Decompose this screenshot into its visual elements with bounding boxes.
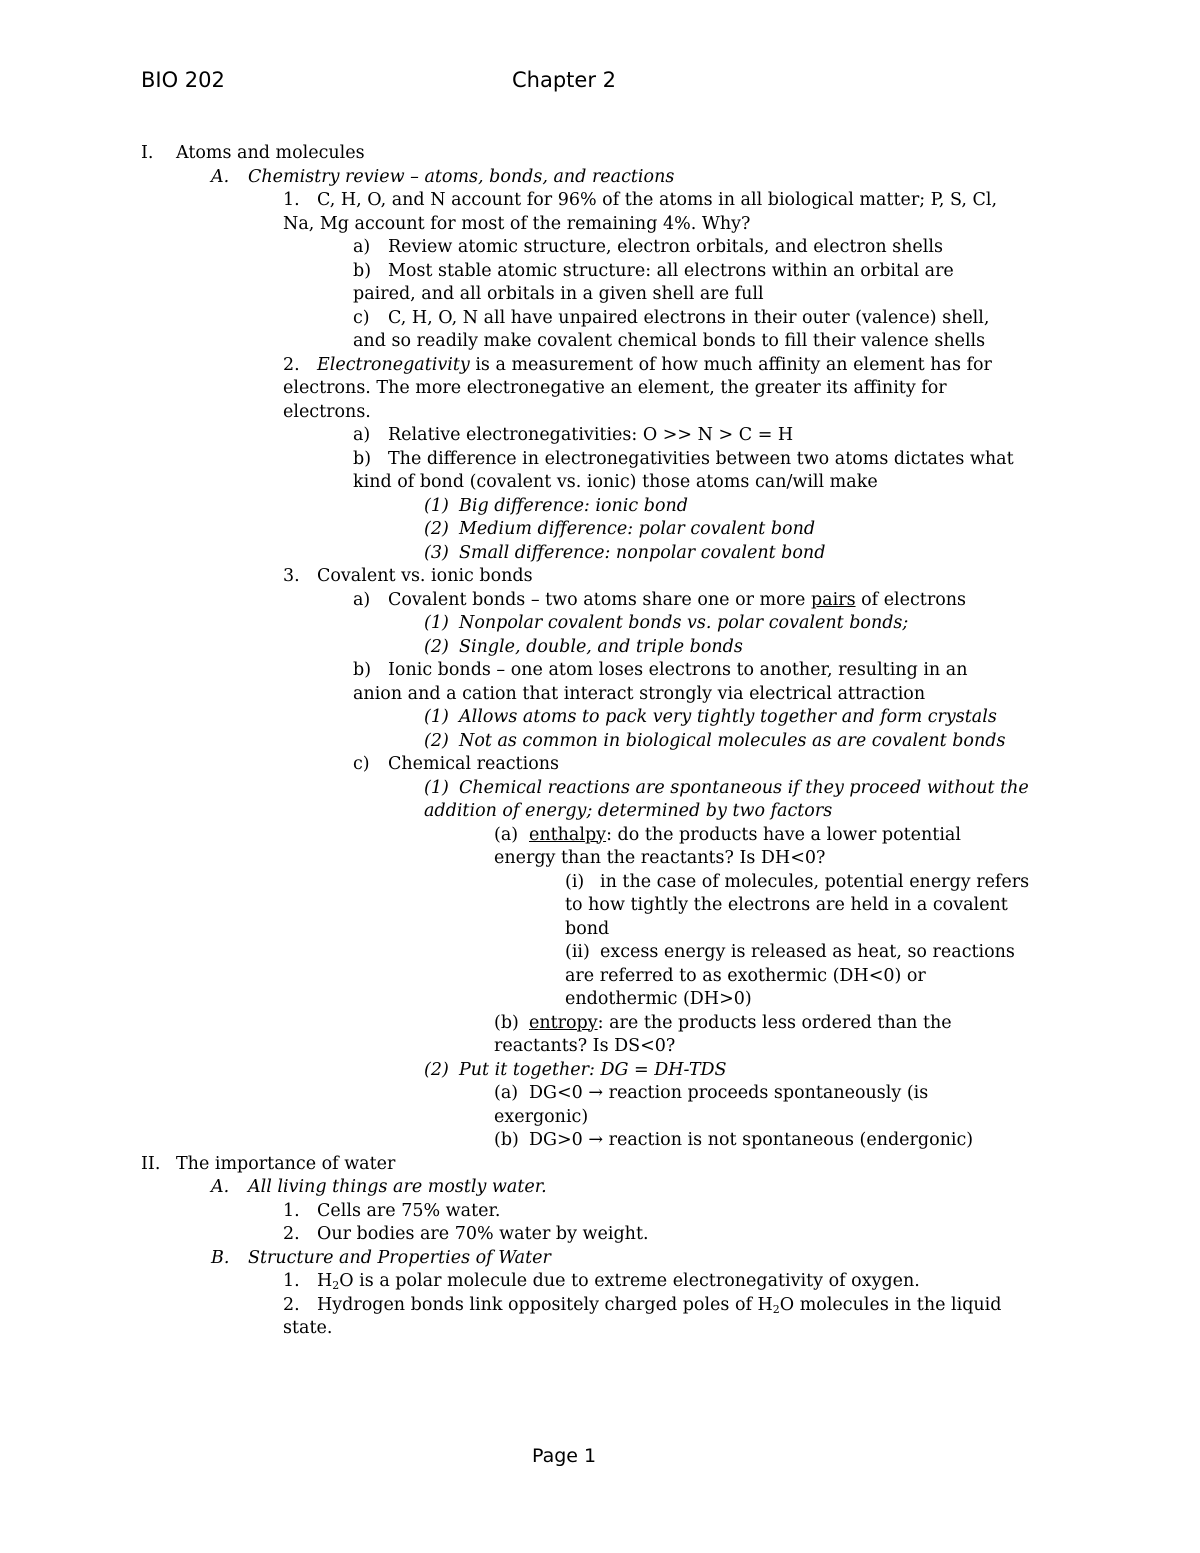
text-part: : do the products have a lower potential	[606, 824, 961, 845]
outline-text: The difference in electronegativities between two atoms dictates what	[388, 448, 1014, 469]
text-part: H	[317, 1271, 333, 1291]
outline-marker: (2)	[424, 519, 449, 539]
outline-marker: c)	[353, 754, 370, 774]
outline-marker: (ii)	[565, 942, 590, 962]
outline-line	[0, 870, 1200, 894]
outline-line	[0, 329, 1200, 353]
outline-marker: (b)	[494, 1012, 519, 1033]
outline-text: Na, Mg account for most of the remaining 4%. Why?	[283, 213, 751, 234]
outline-text: Chemistry review – atoms, bonds, and reactions	[248, 166, 675, 187]
outline-text: Most stable atomic structure: all electrons within an orbital are	[388, 260, 954, 281]
outline-text: in the case of molecules, potential energy refers	[600, 871, 1030, 892]
outline-text: Single, double, and triple bonds	[459, 636, 743, 657]
header-course: BIO 202	[141, 68, 225, 92]
outline-line	[0, 165, 1200, 189]
outline-marker: II.	[141, 1153, 161, 1174]
outline-text: DG<0 → reaction proceeds spontaneously (is	[529, 1083, 929, 1103]
outline-text: Ionic bonds – one atom loses electrons to another, resulting in an	[388, 660, 968, 680]
outline-text: C, H, O, and N account for 96% of the atoms in all biological matter; P, S, Cl,	[317, 190, 998, 210]
outline-line	[0, 447, 1200, 471]
text-part: O molecules in the liquid	[779, 1294, 1002, 1315]
outline-text: electrons.	[283, 401, 371, 422]
term-underlined: enthalpy	[529, 824, 607, 845]
outline-line	[0, 799, 1200, 823]
outline-marker: A.	[211, 166, 230, 187]
outline-text: Chemical reactions	[388, 754, 559, 774]
text-part: is a measurement of how much affinity an element has for	[469, 354, 992, 375]
outline-marker: (1)	[424, 495, 449, 516]
outline-marker: (b)	[494, 1130, 519, 1150]
outline-text: Atoms and molecules	[176, 143, 365, 163]
outline-text: addition of energy; determined by two factors	[424, 801, 833, 821]
outline-line	[0, 564, 1200, 588]
outline-marker: (i)	[565, 871, 585, 892]
outline-marker: (3)	[424, 542, 449, 563]
outline-line	[0, 611, 1200, 635]
outline-text	[529, 1011, 952, 1035]
outline-text: anion and a cation that interact strongly via electrical attraction	[353, 683, 926, 704]
outline-text: endothermic (DH>0)	[565, 989, 752, 1009]
outline-line	[0, 141, 1200, 165]
outline-text: energy than the reactants? Is DH<0?	[494, 848, 826, 868]
outline-line	[0, 1199, 1200, 1223]
outline-marker: a)	[353, 425, 371, 445]
outline-line	[0, 235, 1200, 259]
outline-line	[0, 1105, 1200, 1129]
outline-line	[0, 423, 1200, 447]
outline-marker: I.	[141, 143, 154, 163]
term-underlined: entropy	[529, 1012, 598, 1033]
outline-line	[0, 1152, 1200, 1176]
outline-marker: 1.	[283, 1271, 300, 1291]
outline-line	[0, 658, 1200, 682]
outline-line	[0, 400, 1200, 424]
outline-line	[0, 1034, 1200, 1058]
outline-line	[0, 682, 1200, 706]
outline-text: excess energy is released as heat, so reactions	[600, 942, 1015, 962]
outline-text: Nonpolar covalent bonds vs. polar covalent bonds;	[459, 613, 909, 633]
outline-marker: (1)	[424, 613, 449, 633]
outline-text: Put it together: DG = DH-TDS	[459, 1059, 727, 1080]
outline-line	[0, 376, 1200, 400]
outline-marker: a)	[353, 589, 371, 610]
outline-text: state.	[283, 1318, 333, 1338]
outline-line	[0, 940, 1200, 964]
outline-line	[0, 987, 1200, 1011]
outline-text: Covalent vs. ionic bonds	[317, 566, 533, 586]
outline-text: Structure and Properties of Water	[248, 1247, 551, 1268]
outline-text	[317, 353, 992, 377]
outline-line	[0, 1128, 1200, 1152]
outline-line	[0, 306, 1200, 330]
outline-text: C, H, O, N all have unpaired electrons in their outer (valence) shell,	[388, 307, 990, 328]
text-part: Covalent bonds – two atoms share one or more	[388, 589, 811, 610]
outline-line	[0, 1081, 1200, 1105]
outline-marker: (2)	[424, 1059, 449, 1080]
outline-text: Our bodies are 70% water by weight.	[317, 1224, 649, 1244]
outline-text: Small difference: nonpolar covalent bond	[459, 542, 826, 563]
outline-text: reactants? Is DS<0?	[494, 1036, 676, 1056]
subscript: 2	[332, 1279, 340, 1292]
outline-line	[0, 1058, 1200, 1082]
outline-text	[317, 1293, 1001, 1317]
outline-marker: (2)	[424, 636, 449, 657]
outline-text: bond	[565, 918, 610, 939]
outline-text: and so readily make covalent chemical bonds to fill their valence shells	[353, 331, 986, 351]
outline-text: DG>0 → reaction is not spontaneous (endergonic)	[529, 1130, 974, 1150]
outline-line	[0, 353, 1200, 377]
outline-marker: 1.	[283, 190, 300, 210]
outline-marker: b)	[353, 448, 372, 469]
outline-line	[0, 729, 1200, 753]
outline-line	[0, 588, 1200, 612]
text-part: O is a polar molecule due to extreme electronegativity of oxygen.	[339, 1271, 920, 1291]
outline-line	[0, 494, 1200, 518]
outline-marker: B.	[211, 1247, 230, 1268]
outline-marker: 2.	[283, 1224, 300, 1244]
outline-line	[0, 964, 1200, 988]
term-underlined: pairs	[810, 589, 856, 610]
outline-marker: (1)	[424, 777, 449, 798]
outline-text: kind of bond (covalent vs. ionic) those atoms can/will make	[353, 472, 878, 492]
outline-text: Allows atoms to pack very tightly together and form crystals	[459, 707, 997, 727]
outline-marker: A.	[211, 1177, 230, 1197]
outline-marker: (a)	[494, 824, 519, 845]
text-part: of electrons	[855, 589, 966, 610]
outline-line	[0, 917, 1200, 941]
outline-line	[0, 470, 1200, 494]
outline-line	[0, 259, 1200, 283]
outline-text: paired, and all orbitals in a given shell are full	[353, 284, 764, 304]
outline-text: All living things are mostly water.	[248, 1177, 547, 1197]
term-italic: Electronegativity	[317, 354, 470, 375]
outline-text: are referred to as exothermic (DH<0) or	[565, 965, 926, 986]
outline-line	[0, 1222, 1200, 1246]
outline-marker: 3.	[283, 566, 300, 586]
header-chapter: Chapter 2	[512, 68, 616, 92]
outline-line	[0, 1011, 1200, 1035]
outline-marker: 2.	[283, 1294, 300, 1315]
outline-marker: (2)	[424, 730, 449, 751]
outline-text: electrons. The more electronegative an element, the greater its affinity for	[283, 378, 947, 398]
outline-text: exergonic)	[494, 1106, 589, 1127]
subscript: 2	[772, 1302, 780, 1316]
outline-text: Medium difference: polar covalent bond	[459, 519, 816, 539]
outline-marker: (1)	[424, 707, 449, 727]
outline-text	[317, 1269, 920, 1293]
outline-marker: c)	[353, 307, 370, 328]
outline-text: Review atomic structure, electron orbitals, and electron shells	[388, 237, 943, 257]
outline-marker: a)	[353, 237, 371, 257]
outline-line	[0, 776, 1200, 800]
outline-text: The importance of water	[176, 1153, 396, 1174]
outline-line	[0, 1246, 1200, 1270]
outline-text: Big difference: ionic bond	[459, 495, 688, 516]
outline-marker: 1.	[283, 1200, 300, 1221]
outline-marker: 2.	[283, 354, 300, 375]
outline-text: Not as common in biological molecules as are covalent bonds	[459, 730, 1006, 751]
outline-line	[0, 212, 1200, 236]
outline-text	[529, 823, 961, 847]
outline-line	[0, 635, 1200, 659]
outline-text	[388, 588, 966, 612]
outline-text: Relative electronegativities: O >> N > C = H	[388, 425, 794, 445]
outline-line	[0, 282, 1200, 306]
outline-line	[0, 823, 1200, 847]
outline-text: to how tightly the electrons are held in a covalent	[565, 895, 1008, 915]
outline-line	[0, 1269, 1200, 1293]
outline-line	[0, 893, 1200, 917]
outline-marker: b)	[353, 660, 372, 680]
outline-line	[0, 541, 1200, 565]
outline-line	[0, 188, 1200, 212]
outline-line	[0, 1316, 1200, 1340]
outline-text: Cells are 75% water.	[317, 1200, 501, 1221]
page-number: Page 1	[532, 1445, 597, 1467]
outline-line	[0, 1175, 1200, 1199]
text-part: Hydrogen bonds link oppositely charged poles of H	[317, 1294, 773, 1315]
outline-line	[0, 705, 1200, 729]
outline-line	[0, 846, 1200, 870]
text-part: : are the products less ordered than the	[597, 1012, 952, 1033]
outline-marker: (a)	[494, 1083, 519, 1103]
outline-line	[0, 752, 1200, 776]
outline-line	[0, 1293, 1200, 1317]
outline-text: Chemical reactions are spontaneous if they proceed without the	[459, 777, 1029, 798]
outline-marker: b)	[353, 260, 372, 281]
outline-line	[0, 517, 1200, 541]
